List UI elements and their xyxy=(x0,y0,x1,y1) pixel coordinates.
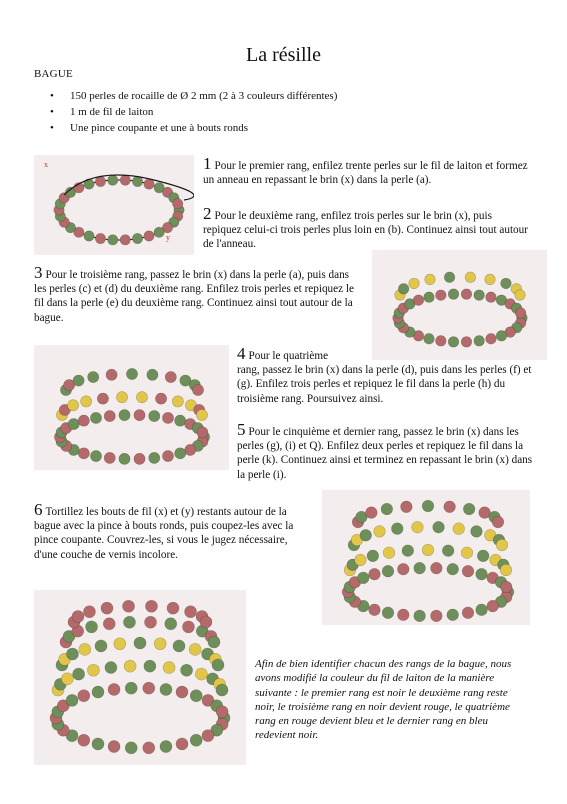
bead xyxy=(374,526,386,538)
bead xyxy=(73,668,85,680)
step-4-illustration xyxy=(322,490,530,625)
bead xyxy=(68,400,79,411)
step-number: 6 xyxy=(34,500,43,519)
bead xyxy=(124,660,136,672)
bead xyxy=(192,384,203,395)
step-text: Tortillez les bouts de fil (x) et (y) restants autour de la bague avec la pince à bouts ronds, puis coupez-les avec la pince coupante. Couvrez-les, si vous le jugez nécessaire, d'une couche de vernis incolore. xyxy=(34,506,294,561)
bead xyxy=(90,412,101,423)
bead xyxy=(444,272,455,283)
label-y: y xyxy=(166,233,170,242)
bead xyxy=(95,233,105,243)
bead xyxy=(357,572,369,584)
bead xyxy=(461,289,472,300)
bead xyxy=(101,602,113,614)
bead xyxy=(208,636,220,648)
bead xyxy=(119,453,130,464)
bead xyxy=(95,176,105,186)
bead xyxy=(477,550,489,562)
bead xyxy=(108,175,118,185)
bead xyxy=(366,507,378,519)
step-3-illustration xyxy=(34,345,229,470)
page-title: La résille xyxy=(246,44,321,66)
bead xyxy=(197,427,208,438)
bead xyxy=(144,231,154,241)
bead xyxy=(182,621,194,633)
bead xyxy=(92,686,104,698)
step-2 xyxy=(203,204,533,252)
bead xyxy=(465,272,476,283)
bead xyxy=(367,550,379,562)
bead xyxy=(444,501,456,513)
bead xyxy=(72,611,84,623)
bead xyxy=(485,274,496,285)
bead xyxy=(90,450,101,461)
bead xyxy=(412,521,424,533)
bead xyxy=(360,529,372,541)
bead xyxy=(471,526,483,538)
bead xyxy=(66,648,78,660)
bead xyxy=(163,662,175,674)
bead xyxy=(422,544,434,556)
bead xyxy=(448,337,459,348)
bead xyxy=(145,616,157,628)
bead xyxy=(474,290,485,301)
bead xyxy=(195,668,207,680)
step-4 xyxy=(237,344,537,406)
step-number: 3 xyxy=(34,263,43,282)
bead xyxy=(123,616,135,628)
bead xyxy=(172,199,182,209)
bead xyxy=(143,742,155,754)
bead xyxy=(149,452,160,463)
bead xyxy=(216,684,228,696)
bead xyxy=(160,741,172,753)
step-number: 1 xyxy=(203,154,212,173)
bead xyxy=(119,410,130,421)
bead xyxy=(134,410,145,421)
bead xyxy=(436,290,447,301)
bead xyxy=(500,564,512,576)
bead xyxy=(155,393,166,404)
bead xyxy=(108,235,118,245)
bead xyxy=(78,690,90,702)
bead xyxy=(462,565,474,577)
bead xyxy=(147,369,158,380)
bead xyxy=(202,730,214,742)
bead xyxy=(515,290,526,301)
bead xyxy=(86,621,98,633)
bead xyxy=(397,563,409,575)
bead xyxy=(185,444,196,455)
bead xyxy=(125,742,137,754)
bead xyxy=(134,637,146,649)
bead xyxy=(116,392,127,403)
note-text: Afin de bien identifier chacun des rangs de la bague, nous avons modifié la couleur du fil de laiton de la manière suivante : le premier rang est noir le deuxième rang reste noir, le troisième rang en noir devient rouge, le quatrième rang en rouge devient bleu et le dernier rang en bleu redevient noir. xyxy=(255,658,512,742)
project-subtitle: BAGUE xyxy=(34,68,73,80)
bead xyxy=(176,738,188,750)
bead xyxy=(106,369,117,380)
bead xyxy=(165,618,177,630)
step-3 xyxy=(34,263,359,325)
bead xyxy=(167,602,179,614)
bead xyxy=(104,410,115,421)
bead xyxy=(453,523,465,535)
bead xyxy=(409,278,420,289)
bead xyxy=(397,609,409,621)
step-number: 5 xyxy=(237,420,246,439)
bead xyxy=(515,308,526,319)
bead xyxy=(413,295,424,306)
bead xyxy=(108,741,120,753)
bead xyxy=(486,292,497,303)
bead xyxy=(422,500,434,512)
bead xyxy=(162,412,173,423)
bead xyxy=(476,604,488,616)
bead xyxy=(126,368,137,379)
bead xyxy=(136,392,147,403)
step-5 xyxy=(237,420,537,482)
bead xyxy=(181,664,193,676)
bead xyxy=(172,396,183,407)
step-text: Pour le cinquième et dernier rang, passez le brin (x) dans les perles (g), (i) et Q). Enfilez deux perles et repiquez le fil dans la perle (k). Continuez ainsi et terminez en repassant le brin (x) dans la perle (i). xyxy=(237,426,533,481)
bead xyxy=(97,393,108,404)
bead xyxy=(149,410,160,421)
bead xyxy=(433,521,445,533)
bead xyxy=(425,274,436,285)
bead xyxy=(145,600,157,612)
bead xyxy=(125,682,137,694)
bead xyxy=(462,607,474,619)
bead xyxy=(61,673,73,685)
ring-row5-diagram xyxy=(34,590,246,765)
bead xyxy=(355,554,367,566)
bead xyxy=(431,562,443,574)
bead xyxy=(402,545,414,557)
bead xyxy=(216,706,228,718)
bead xyxy=(501,278,512,289)
step-text: rang, passez le brin (x) dans la perle (d), puis dans les perles (f) et (g). Enfilez trois perles et repiquez le fil dans la perle (h) du troisième rang. Poursuivez ainsi. xyxy=(237,364,532,405)
bead xyxy=(442,545,454,557)
bead xyxy=(160,683,172,695)
bead xyxy=(496,331,507,342)
bead xyxy=(144,660,156,672)
bead xyxy=(105,662,117,674)
bead xyxy=(175,415,186,426)
bead xyxy=(496,539,508,551)
step-1 xyxy=(203,154,533,187)
step-6 xyxy=(34,500,304,562)
bead xyxy=(103,618,115,630)
bead xyxy=(401,501,413,513)
bead xyxy=(448,289,459,300)
bead xyxy=(487,600,499,612)
bead xyxy=(369,604,381,616)
bead xyxy=(78,734,90,746)
bead xyxy=(431,610,443,622)
list-item: • Une pince coupante et une à bouts ronds xyxy=(50,120,337,136)
bead xyxy=(95,640,107,652)
bead xyxy=(120,175,130,185)
bead xyxy=(144,179,154,189)
bead xyxy=(369,568,381,580)
bead xyxy=(176,686,188,698)
bead xyxy=(190,734,202,746)
bead xyxy=(461,547,473,559)
bead xyxy=(162,450,173,461)
bead xyxy=(447,609,459,621)
bead xyxy=(463,503,475,515)
bead xyxy=(189,643,201,655)
bead xyxy=(436,336,447,347)
bead xyxy=(154,638,166,650)
bead xyxy=(114,638,126,650)
bead xyxy=(500,581,512,593)
bead xyxy=(414,610,426,622)
step-text: Pour le premier rang, enfilez trente perles sur le fil de laiton et formez un anneau en repassant le brin (x) dans la perle (a). xyxy=(203,160,528,187)
bead xyxy=(154,227,164,237)
bead xyxy=(92,738,104,750)
bead xyxy=(381,503,393,515)
bead xyxy=(66,694,78,706)
bead xyxy=(196,409,207,420)
bead xyxy=(143,682,155,694)
bead xyxy=(165,371,176,382)
bead xyxy=(120,235,130,245)
bead xyxy=(87,664,99,676)
step-number: 2 xyxy=(203,204,212,223)
step-text: Pour le deuxième rang, enfilez trois perles sur le brin (x), puis repiquez celui-ci trois perles plus loin en (b). Continuez ainsi tout autour de l'anneau. xyxy=(203,210,528,251)
wire-color-note xyxy=(255,657,525,743)
list-item: • 1 m de fil de laiton xyxy=(50,104,337,120)
bead xyxy=(212,659,224,671)
bead xyxy=(383,547,395,559)
bead xyxy=(382,565,394,577)
bead xyxy=(492,516,504,528)
ring-row1-diagram xyxy=(34,155,194,255)
bead xyxy=(68,418,79,429)
bead xyxy=(175,448,186,459)
bead xyxy=(108,683,120,695)
bead xyxy=(486,333,497,344)
bead xyxy=(200,616,212,628)
bead xyxy=(84,231,94,241)
bead xyxy=(398,284,409,295)
list-item: • 150 perles de rocaille de Ø 2 mm (2 à 3 couleurs différentes) xyxy=(50,88,337,104)
bead xyxy=(78,448,89,459)
bead xyxy=(476,568,488,580)
step-text: Pour le quatrième xyxy=(248,350,329,362)
bead xyxy=(173,640,185,652)
bead xyxy=(190,690,202,702)
bead xyxy=(73,375,84,386)
bead xyxy=(185,606,197,618)
ring-row4-diagram xyxy=(322,490,530,625)
step-2-illustration xyxy=(372,250,547,360)
bead xyxy=(474,336,485,347)
bead xyxy=(447,563,459,575)
step-1-illustration xyxy=(34,155,194,255)
bead xyxy=(104,452,115,463)
bead xyxy=(81,396,92,407)
bead xyxy=(79,643,91,655)
bead xyxy=(123,600,135,612)
bead xyxy=(132,233,142,243)
bead xyxy=(78,415,89,426)
bead xyxy=(391,523,403,535)
step-number: 4 xyxy=(237,344,246,363)
label-x: x xyxy=(44,160,48,169)
step-text: Pour le troisième rang, passez le brin (x) dans la perle (a), puis dans les perles (c) et (d) du deuxième rang. Enfilez trois perles et repiquez le fil dans la perle (e) du deuxième rang. Continuez ainsi tout autour de la bague. xyxy=(34,269,354,324)
bead xyxy=(461,337,472,348)
bead xyxy=(424,292,435,303)
bead xyxy=(414,562,426,574)
bead xyxy=(83,606,95,618)
bead xyxy=(134,453,145,464)
bead xyxy=(88,371,99,382)
bead xyxy=(382,607,394,619)
ring-row3-diagram xyxy=(34,345,229,470)
bead xyxy=(424,333,435,344)
ring-row2-diagram xyxy=(372,250,547,360)
materials-list xyxy=(50,88,337,136)
final-ring-illustration xyxy=(34,590,246,765)
